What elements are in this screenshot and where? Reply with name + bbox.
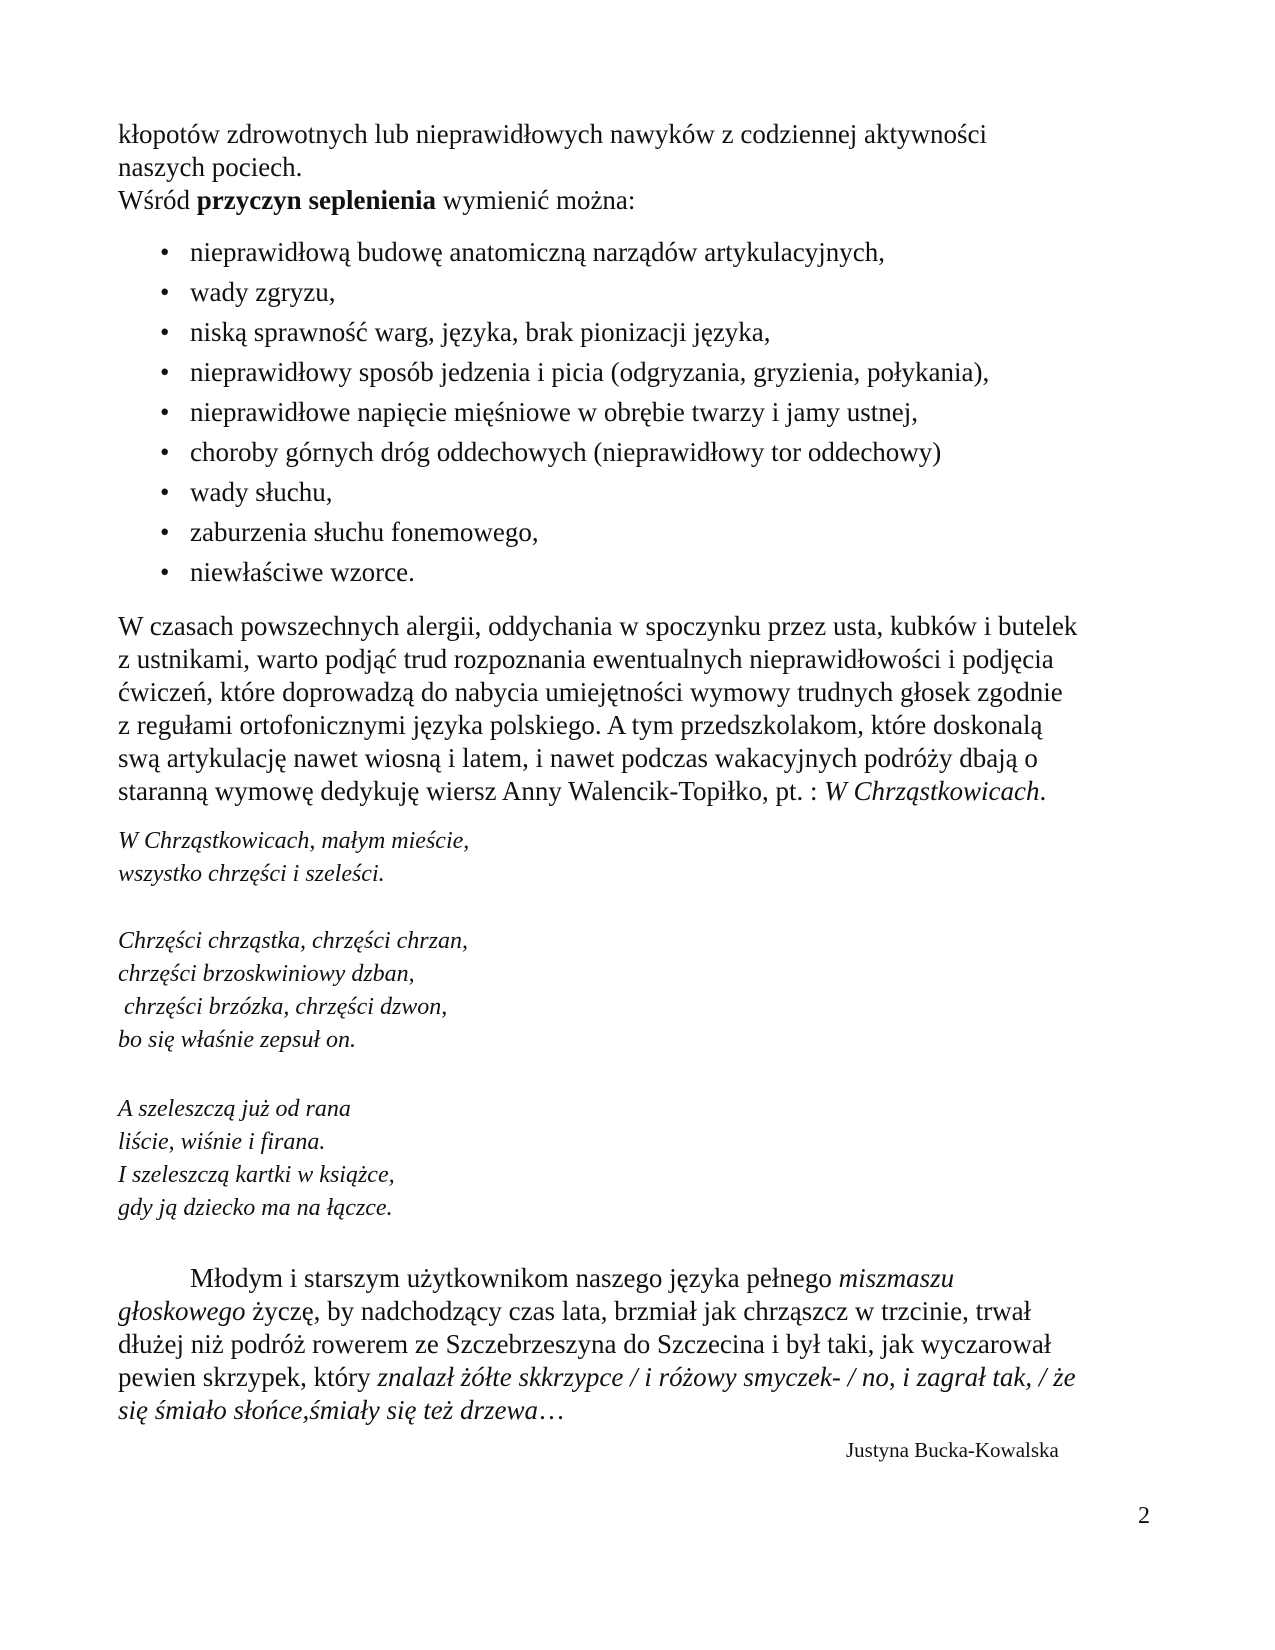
paragraph-line: dłużej niż podróż rowerem ze Szczebrzeszyna do Szczecina i był taki, jak wyczarował	[118, 1329, 1052, 1359]
list-item-text: nieprawidłowy sposób jedzenia i picia (odgryzania, gryzienia, połykania),	[190, 357, 990, 387]
paragraph-line: z regułami ortofonicznymi języka polskiego. A tym przedszkolakom, które doskonalą	[118, 710, 1043, 740]
list-item	[118, 352, 1158, 392]
list-item-text: niską sprawność warg, języka, brak pionizacji języka,	[190, 317, 771, 347]
bullet-icon: •	[160, 277, 170, 307]
closing-prefix: Młodym i starszym użytkownikom naszego języka pełnego	[190, 1263, 839, 1293]
bullet-icon: •	[160, 317, 170, 347]
poem-line: I szeleszczą kartki w książce,	[118, 1162, 395, 1188]
paragraph-line: ćwiczeń, które doprowadzą do nabycia umiejętności wymowy trudnych głosek zgodnie	[118, 677, 1063, 707]
paragraph-line	[118, 1262, 1158, 1295]
ellipsis: …	[537, 1395, 565, 1425]
poem-line: A szeleszczą już od rana	[118, 1096, 351, 1122]
closing-text: życzę, by nadchodzący czas lata, brzmiał jak chrząszcz w trzcinie, trwał	[245, 1296, 1032, 1326]
list-item	[118, 392, 1158, 432]
list-item-text: zaburzenia słuchu fonemowego,	[190, 517, 539, 547]
intro-paragraph	[118, 118, 1158, 217]
poem-stanza-3	[118, 1093, 818, 1225]
paragraph-line: z ustnikami, warto podjąć trud rozpoznania ewentualnych nieprawidłowości i podjęcia	[118, 644, 1054, 674]
poem-line: wszystko chrzęści i szeleści.	[118, 861, 385, 887]
closing-paragraph	[118, 1262, 1158, 1427]
list-item	[118, 552, 1158, 592]
paragraph-line	[118, 1361, 1158, 1394]
poem-stanza-1	[118, 825, 818, 891]
poem-title-reference: W Chrząstkowicach	[824, 776, 1040, 806]
page-number: 2	[1138, 1503, 1150, 1529]
bullet-icon: •	[160, 397, 170, 427]
quote-italic: się śmiało słońce,śmiały się też drzewa	[118, 1395, 538, 1425]
dedication-suffix: .	[1039, 776, 1047, 806]
poem-line: Chrzęści chrząstka, chrzęści chrzan,	[118, 928, 468, 954]
intro-prefix: Wśród	[118, 185, 197, 215]
bullet-icon: •	[160, 357, 170, 387]
author-signature: Justyna Bucka-Kowalska	[846, 1438, 1059, 1462]
list-item-text: niewłaściwe wzorce.	[190, 557, 415, 587]
dedication-paragraph	[118, 610, 1158, 808]
intro-suffix: wymienić można:	[435, 185, 636, 215]
paragraph-line	[118, 1295, 1158, 1328]
intro-line: kłopotów zdrowotnych lub nieprawidłowych nawyków z codziennej aktywności	[118, 119, 988, 149]
poem-line: gdy ją dziecko ma na łączce.	[118, 1195, 393, 1221]
list-item	[118, 432, 1158, 472]
list-item-text: nieprawidłowe napięcie mięśniowe w obrębie twarzy i jamy ustnej,	[190, 397, 919, 427]
list-item-text: wady zgryzu,	[190, 277, 336, 307]
paragraph-line: swą artykulację nawet wiosną i latem, i nawet podczas wakacyjnych podróży dbają o	[118, 743, 1038, 773]
intro-bold-term: przyczyn seplenienia	[196, 185, 436, 215]
poem-line: chrzęści brzózka, chrzęści dzwon,	[118, 994, 448, 1020]
closing-text: pewien skrzypek, który	[118, 1362, 378, 1392]
bullet-icon: •	[160, 517, 170, 547]
intro-line: naszych pociech.	[118, 152, 303, 182]
closing-italic: miszmaszu	[838, 1263, 955, 1293]
poem-line: liście, wiśnie i firana.	[118, 1129, 326, 1155]
dedication-prefix: staranną wymowę dedykuję wiersz Anny Walencik-Topiłko, pt. :	[118, 776, 825, 806]
poem-stanza-2	[118, 925, 818, 1057]
causes-list	[118, 232, 1158, 592]
bullet-icon: •	[160, 237, 170, 267]
paragraph-line: W czasach powszechnych alergii, oddychania w spoczynku przez usta, kubków i butelek	[118, 611, 1078, 641]
bullet-icon: •	[160, 477, 170, 507]
list-item-text: wady słuchu,	[190, 477, 333, 507]
list-item	[118, 512, 1158, 552]
closing-italic: głoskowego	[118, 1296, 246, 1326]
list-item-text: choroby górnych dróg oddechowych (nieprawidłowy tor oddechowy)	[190, 437, 942, 467]
list-item	[118, 232, 1158, 272]
list-item	[118, 272, 1158, 312]
poem-line: chrzęści brzoskwiniowy dzban,	[118, 961, 415, 987]
list-item	[118, 312, 1158, 352]
list-item-text: nieprawidłową budowę anatomiczną narządów artykulacyjnych,	[190, 237, 885, 267]
bullet-icon: •	[160, 437, 170, 467]
list-item	[118, 472, 1158, 512]
poem-line: W Chrząstkowicach, małym mieście,	[118, 828, 470, 854]
intro-line-causes	[118, 184, 1158, 217]
paragraph-line	[118, 1394, 1158, 1427]
paragraph-line	[118, 775, 1158, 808]
quote-italic: znalazł żółte skkrzypce / i różowy smyczek- / no, i zagrał tak, / że	[377, 1362, 1076, 1392]
poem-line: bo się właśnie zepsuł on.	[118, 1027, 356, 1053]
bullet-icon: •	[160, 557, 170, 587]
